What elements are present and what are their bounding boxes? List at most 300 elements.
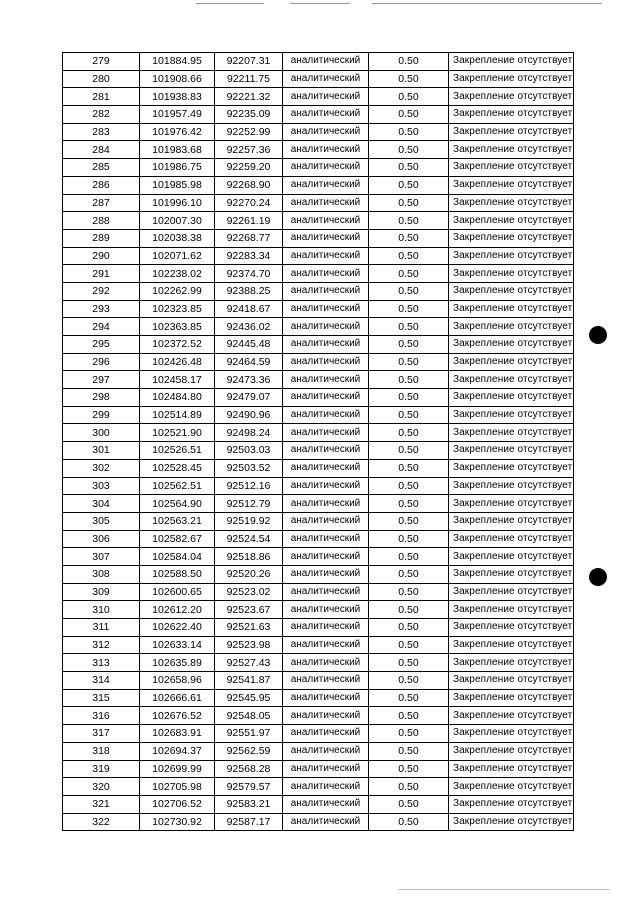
table-row [63,601,574,619]
x-coordinate-cell: 102694.37 [140,742,215,760]
point-number-cell: 310 [63,601,140,619]
x-coordinate-cell: 102528.45 [140,459,215,477]
top-edge-line [196,3,264,4]
point-number-cell: 280 [63,70,140,88]
accuracy-cell: 0.50 [369,495,449,513]
y-coordinate-cell: 92270.24 [215,194,283,212]
fixation-status-cell: Закрепление отсутствует [449,318,574,336]
point-number-cell: 318 [63,742,140,760]
fixation-status-cell: Закрепление отсутствует [449,300,574,318]
table-row [63,778,574,796]
fixation-status-cell: Закрепление отсутствует [449,141,574,159]
method-cell: аналитический [283,318,369,336]
table-row [63,123,574,141]
table-row [63,530,574,548]
method-cell: аналитический [283,742,369,760]
method-cell: аналитический [283,300,369,318]
accuracy-cell: 0.50 [369,282,449,300]
method-cell: аналитический [283,371,369,389]
y-coordinate-cell: 92374.70 [215,265,283,283]
x-coordinate-cell: 102071.62 [140,247,215,265]
x-coordinate-cell: 102563.21 [140,512,215,530]
accuracy-cell: 0.50 [369,300,449,318]
method-cell: аналитический [283,159,369,177]
fixation-status-cell: Закрепление отсутствует [449,672,574,690]
table-row [63,212,574,230]
y-coordinate-cell: 92512.79 [215,495,283,513]
y-coordinate-cell: 92523.98 [215,636,283,654]
accuracy-cell: 0.50 [369,565,449,583]
fixation-status-cell: Закрепление отсутствует [449,229,574,247]
table-row [63,654,574,672]
accuracy-cell: 0.50 [369,742,449,760]
method-cell: аналитический [283,70,369,88]
accuracy-cell: 0.50 [369,619,449,637]
fixation-status-cell: Закрепление отсутствует [449,247,574,265]
coordinates-table-body [63,53,574,831]
x-coordinate-cell: 102676.52 [140,707,215,725]
accuracy-cell: 0.50 [369,424,449,442]
x-coordinate-cell: 102363.85 [140,318,215,336]
fixation-status-cell: Закрепление отсутствует [449,619,574,637]
fixation-status-cell: Закрепление отсутствует [449,583,574,601]
fixation-status-cell: Закрепление отсутствует [449,725,574,743]
method-cell: аналитический [283,282,369,300]
method-cell: аналитический [283,725,369,743]
x-coordinate-cell: 102564.90 [140,495,215,513]
table-row [63,70,574,88]
x-coordinate-cell: 102007.30 [140,212,215,230]
x-coordinate-cell: 101884.95 [140,53,215,71]
x-coordinate-cell: 102635.89 [140,654,215,672]
accuracy-cell: 0.50 [369,123,449,141]
accuracy-cell: 0.50 [369,212,449,230]
method-cell: аналитический [283,247,369,265]
table-row [63,336,574,354]
table-row [63,424,574,442]
y-coordinate-cell: 92490.96 [215,406,283,424]
x-coordinate-cell: 102584.04 [140,548,215,566]
table-row [63,265,574,283]
method-cell: аналитический [283,424,369,442]
method-cell: аналитический [283,707,369,725]
point-number-cell: 295 [63,336,140,354]
point-number-cell: 314 [63,672,140,690]
table-row [63,247,574,265]
point-number-cell: 279 [63,53,140,71]
fixation-status-cell: Закрепление отсутствует [449,795,574,813]
y-coordinate-cell: 92207.31 [215,53,283,71]
accuracy-cell: 0.50 [369,88,449,106]
y-coordinate-cell: 92503.52 [215,459,283,477]
table-row [63,672,574,690]
method-cell: аналитический [283,601,369,619]
table-row [63,53,574,71]
y-coordinate-cell: 92520.26 [215,565,283,583]
point-number-cell: 306 [63,530,140,548]
fixation-status-cell: Закрепление отсутствует [449,601,574,619]
fixation-status-cell: Закрепление отсутствует [449,88,574,106]
table-row [63,159,574,177]
y-coordinate-cell: 92545.95 [215,689,283,707]
y-coordinate-cell: 92445.48 [215,336,283,354]
x-coordinate-cell: 102323.85 [140,300,215,318]
fixation-status-cell: Закрепление отсутствует [449,636,574,654]
point-number-cell: 284 [63,141,140,159]
fixation-status-cell: Закрепление отсутствует [449,548,574,566]
point-number-cell: 317 [63,725,140,743]
table-row [63,512,574,530]
top-edge-line [372,3,602,4]
point-number-cell: 313 [63,654,140,672]
point-number-cell: 307 [63,548,140,566]
point-number-cell: 282 [63,106,140,124]
method-cell: аналитический [283,123,369,141]
x-coordinate-cell: 101996.10 [140,194,215,212]
accuracy-cell: 0.50 [369,689,449,707]
point-number-cell: 281 [63,88,140,106]
point-number-cell: 296 [63,353,140,371]
table-row [63,353,574,371]
fixation-status-cell: Закрепление отсутствует [449,53,574,71]
x-coordinate-cell: 102582.67 [140,530,215,548]
y-coordinate-cell: 92524.54 [215,530,283,548]
fixation-status-cell: Закрепление отсутствует [449,389,574,407]
point-number-cell: 304 [63,495,140,513]
table-row [63,389,574,407]
fixation-status-cell: Закрепление отсутствует [449,159,574,177]
method-cell: аналитический [283,53,369,71]
y-coordinate-cell: 92498.24 [215,424,283,442]
method-cell: аналитический [283,229,369,247]
fixation-status-cell: Закрепление отсутствует [449,194,574,212]
x-coordinate-cell: 102521.90 [140,424,215,442]
fixation-status-cell: Закрепление отсутствует [449,336,574,354]
table-row [63,795,574,813]
table-row [63,707,574,725]
accuracy-cell: 0.50 [369,389,449,407]
y-coordinate-cell: 92235.09 [215,106,283,124]
point-number-cell: 293 [63,300,140,318]
x-coordinate-cell: 102484.80 [140,389,215,407]
fixation-status-cell: Закрепление отсутствует [449,707,574,725]
method-cell: аналитический [283,265,369,283]
point-number-cell: 316 [63,707,140,725]
table-row [63,495,574,513]
method-cell: аналитический [283,583,369,601]
y-coordinate-cell: 92523.67 [215,601,283,619]
x-coordinate-cell: 102372.52 [140,336,215,354]
fixation-status-cell: Закрепление отсутствует [449,742,574,760]
method-cell: аналитический [283,778,369,796]
x-coordinate-cell: 102706.52 [140,795,215,813]
y-coordinate-cell: 92268.90 [215,176,283,194]
point-number-cell: 301 [63,442,140,460]
point-number-cell: 311 [63,619,140,637]
fixation-status-cell: Закрепление отсутствует [449,123,574,141]
table-row [63,477,574,495]
point-number-cell: 309 [63,583,140,601]
x-coordinate-cell: 102588.50 [140,565,215,583]
y-coordinate-cell: 92519.92 [215,512,283,530]
method-cell: аналитический [283,619,369,637]
top-edge-line [290,3,350,4]
method-cell: аналитический [283,406,369,424]
method-cell: аналитический [283,212,369,230]
y-coordinate-cell: 92583.21 [215,795,283,813]
table-row [63,760,574,778]
point-number-cell: 298 [63,389,140,407]
accuracy-cell: 0.50 [369,70,449,88]
accuracy-cell: 0.50 [369,229,449,247]
accuracy-cell: 0.50 [369,813,449,831]
accuracy-cell: 0.50 [369,760,449,778]
point-number-cell: 283 [63,123,140,141]
accuracy-cell: 0.50 [369,601,449,619]
table-row [63,229,574,247]
method-cell: аналитический [283,672,369,690]
table-row [63,194,574,212]
fixation-status-cell: Закрепление отсутствует [449,282,574,300]
point-number-cell: 287 [63,194,140,212]
accuracy-cell: 0.50 [369,477,449,495]
point-number-cell: 302 [63,459,140,477]
fixation-status-cell: Закрепление отсутствует [449,70,574,88]
y-coordinate-cell: 92548.05 [215,707,283,725]
x-coordinate-cell: 102426.48 [140,353,215,371]
point-number-cell: 297 [63,371,140,389]
accuracy-cell: 0.50 [369,778,449,796]
method-cell: аналитический [283,813,369,831]
fixation-status-cell: Закрепление отсутствует [449,689,574,707]
accuracy-cell: 0.50 [369,371,449,389]
table-row [63,442,574,460]
accuracy-cell: 0.50 [369,176,449,194]
method-cell: аналитический [283,495,369,513]
x-coordinate-cell: 102612.20 [140,601,215,619]
method-cell: аналитический [283,654,369,672]
method-cell: аналитический [283,689,369,707]
fixation-status-cell: Закрепление отсутствует [449,760,574,778]
point-number-cell: 320 [63,778,140,796]
y-coordinate-cell: 92521.63 [215,619,283,637]
accuracy-cell: 0.50 [369,336,449,354]
point-number-cell: 294 [63,318,140,336]
fixation-status-cell: Закрепление отсутствует [449,176,574,194]
x-coordinate-cell: 101986.75 [140,159,215,177]
point-number-cell: 291 [63,265,140,283]
y-coordinate-cell: 92541.87 [215,672,283,690]
point-number-cell: 321 [63,795,140,813]
point-number-cell: 290 [63,247,140,265]
y-coordinate-cell: 92551.97 [215,725,283,743]
table-row [63,725,574,743]
x-coordinate-cell: 101983.68 [140,141,215,159]
method-cell: аналитический [283,512,369,530]
method-cell: аналитический [283,106,369,124]
x-coordinate-cell: 102600.65 [140,583,215,601]
y-coordinate-cell: 92562.59 [215,742,283,760]
y-coordinate-cell: 92587.17 [215,813,283,831]
fixation-status-cell: Закрепление отсутствует [449,530,574,548]
fixation-status-cell: Закрепление отсутствует [449,565,574,583]
x-coordinate-cell: 101957.49 [140,106,215,124]
fixation-status-cell: Закрепление отсутствует [449,654,574,672]
method-cell: аналитический [283,176,369,194]
y-coordinate-cell: 92527.43 [215,654,283,672]
x-coordinate-cell: 102730.92 [140,813,215,831]
y-coordinate-cell: 92479.07 [215,389,283,407]
fixation-status-cell: Закрепление отсутствует [449,424,574,442]
point-number-cell: 312 [63,636,140,654]
y-coordinate-cell: 92283.34 [215,247,283,265]
point-number-cell: 319 [63,760,140,778]
method-cell: аналитический [283,88,369,106]
x-coordinate-cell: 101985.98 [140,176,215,194]
x-coordinate-cell: 101938.83 [140,88,215,106]
table-row [63,106,574,124]
table-row [63,636,574,654]
accuracy-cell: 0.50 [369,353,449,371]
point-number-cell: 286 [63,176,140,194]
fixation-status-cell: Закрепление отсутствует [449,265,574,283]
table-row [63,813,574,831]
y-coordinate-cell: 92512.16 [215,477,283,495]
x-coordinate-cell: 102526.51 [140,442,215,460]
y-coordinate-cell: 92436.02 [215,318,283,336]
method-cell: аналитический [283,459,369,477]
table-row [63,548,574,566]
point-number-cell: 315 [63,689,140,707]
table-row [63,742,574,760]
point-number-cell: 322 [63,813,140,831]
x-coordinate-cell: 102683.91 [140,725,215,743]
y-coordinate-cell: 92252.99 [215,123,283,141]
accuracy-cell: 0.50 [369,442,449,460]
x-coordinate-cell: 102562.51 [140,477,215,495]
x-coordinate-cell: 102238.02 [140,265,215,283]
point-number-cell: 303 [63,477,140,495]
table-row [63,141,574,159]
accuracy-cell: 0.50 [369,265,449,283]
fixation-status-cell: Закрепление отсутствует [449,459,574,477]
point-number-cell: 299 [63,406,140,424]
method-cell: аналитический [283,336,369,354]
method-cell: аналитический [283,565,369,583]
x-coordinate-cell: 101976.42 [140,123,215,141]
x-coordinate-cell: 102699.99 [140,760,215,778]
table-row [63,300,574,318]
table-row [63,619,574,637]
x-coordinate-cell: 102038.38 [140,229,215,247]
x-coordinate-cell: 102658.96 [140,672,215,690]
fixation-status-cell: Закрепление отсутствует [449,442,574,460]
y-coordinate-cell: 92523.02 [215,583,283,601]
table-row [63,689,574,707]
method-cell: аналитический [283,760,369,778]
y-coordinate-cell: 92503.03 [215,442,283,460]
fixation-status-cell: Закрепление отсутствует [449,495,574,513]
accuracy-cell: 0.50 [369,106,449,124]
x-coordinate-cell: 102666.61 [140,689,215,707]
table-row [63,371,574,389]
method-cell: аналитический [283,353,369,371]
y-coordinate-cell: 92261.19 [215,212,283,230]
x-coordinate-cell: 102705.98 [140,778,215,796]
fixation-status-cell: Закрепление отсутствует [449,371,574,389]
y-coordinate-cell: 92518.86 [215,548,283,566]
fixation-status-cell: Закрепление отсутствует [449,212,574,230]
x-coordinate-cell: 102458.17 [140,371,215,389]
x-coordinate-cell: 102633.14 [140,636,215,654]
accuracy-cell: 0.50 [369,459,449,477]
accuracy-cell: 0.50 [369,318,449,336]
accuracy-cell: 0.50 [369,141,449,159]
accuracy-cell: 0.50 [369,53,449,71]
y-coordinate-cell: 92268.77 [215,229,283,247]
coordinates-table [62,52,574,831]
point-number-cell: 292 [63,282,140,300]
method-cell: аналитический [283,442,369,460]
table-row [63,282,574,300]
method-cell: аналитический [283,389,369,407]
table-row [63,176,574,194]
x-coordinate-cell: 102622.40 [140,619,215,637]
table-row [63,583,574,601]
table-row [63,318,574,336]
point-number-cell: 308 [63,565,140,583]
y-coordinate-cell: 92473.36 [215,371,283,389]
punch-hole [589,568,607,586]
method-cell: аналитический [283,636,369,654]
accuracy-cell: 0.50 [369,795,449,813]
point-number-cell: 288 [63,212,140,230]
fixation-status-cell: Закрепление отсутствует [449,813,574,831]
method-cell: аналитический [283,141,369,159]
accuracy-cell: 0.50 [369,707,449,725]
x-coordinate-cell: 102262.99 [140,282,215,300]
y-coordinate-cell: 92418.67 [215,300,283,318]
x-coordinate-cell: 102514.89 [140,406,215,424]
fixation-status-cell: Закрепление отсутствует [449,406,574,424]
accuracy-cell: 0.50 [369,548,449,566]
accuracy-cell: 0.50 [369,159,449,177]
y-coordinate-cell: 92464.59 [215,353,283,371]
accuracy-cell: 0.50 [369,247,449,265]
method-cell: аналитический [283,477,369,495]
accuracy-cell: 0.50 [369,636,449,654]
accuracy-cell: 0.50 [369,725,449,743]
accuracy-cell: 0.50 [369,672,449,690]
fixation-status-cell: Закрепление отсутствует [449,106,574,124]
method-cell: аналитический [283,548,369,566]
point-number-cell: 305 [63,512,140,530]
accuracy-cell: 0.50 [369,512,449,530]
fixation-status-cell: Закрепление отсутствует [449,353,574,371]
y-coordinate-cell: 92259.20 [215,159,283,177]
point-number-cell: 289 [63,229,140,247]
y-coordinate-cell: 92579.57 [215,778,283,796]
fixation-status-cell: Закрепление отсутствует [449,512,574,530]
accuracy-cell: 0.50 [369,654,449,672]
method-cell: аналитический [283,795,369,813]
fixation-status-cell: Закрепление отсутствует [449,778,574,796]
y-coordinate-cell: 92257.36 [215,141,283,159]
y-coordinate-cell: 92388.25 [215,282,283,300]
accuracy-cell: 0.50 [369,583,449,601]
bottom-edge-line [398,889,610,890]
accuracy-cell: 0.50 [369,406,449,424]
